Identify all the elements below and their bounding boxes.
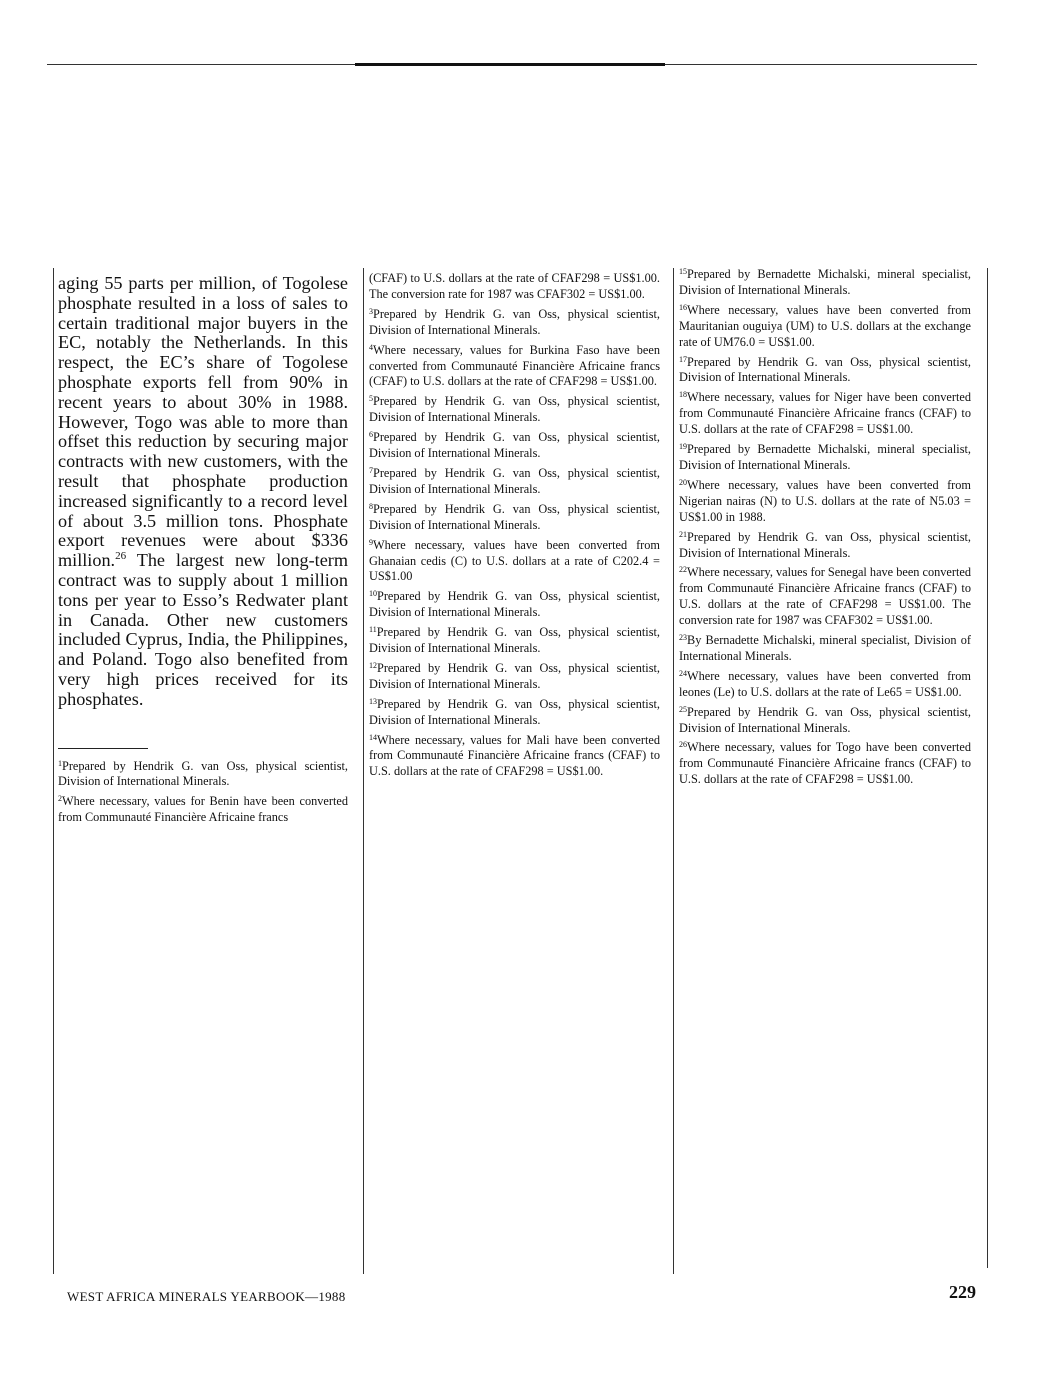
- footnote-number: 6: [369, 430, 373, 440]
- footnote: [369, 661, 660, 693]
- footnote: [679, 565, 971, 629]
- body-text-part-2: The largest new long-term contract was to supply about 1 million tons per year to Esso’s Redwater plant in Canada. Other new customers included Cyprus, India, the Philippines, and Poland. Togo also benefited from very high prices received for its phosphates.: [58, 550, 348, 709]
- footnote-text: Prepared by Hendrik G. van Oss, physical scientist, Division of International Minerals.: [369, 660, 660, 691]
- footnote-number: 15: [679, 267, 687, 276]
- footnote-number: 22: [679, 565, 687, 575]
- footnote-number: 23: [679, 633, 687, 643]
- footnote-text: Prepared by Hendrik G. van Oss, physical scientist, Division of International Minerals.: [58, 758, 348, 789]
- column-1: [58, 274, 348, 830]
- footnotes-column-2: [369, 307, 660, 780]
- footnote-separator: [58, 748, 148, 749]
- footnote-text: Prepared by Hendrik G. van Oss, physical scientist, Division of International Minerals.: [679, 529, 971, 560]
- footnote-number: 14: [369, 732, 377, 742]
- header-rule-thick: [355, 63, 665, 66]
- footnote-text: Where necessary, values have been converted from Mauritanian ouguiya (UM) to U.S. dollars at the exchange rate of UM76.0 = US$1.00.: [679, 302, 971, 349]
- footnote: [679, 303, 971, 351]
- footnote-number: 21: [679, 529, 687, 539]
- column-divider: [53, 268, 54, 1274]
- footnote: [679, 530, 971, 562]
- footnote: [679, 705, 971, 737]
- footnote: [369, 343, 660, 391]
- footnote-text: Prepared by Hendrik G. van Oss, physical scientist, Division of International Minerals.: [369, 430, 660, 461]
- footnote-text: Where necessary, values for Senegal have been converted from Communauté Financière Africaine francs (CFAF) to U.S. dollars at the rate of CFAF298 = US$1.00. The conversion rate for 1987 was CFAF302 = US$1.00.: [679, 565, 971, 628]
- body-paragraph: [58, 274, 348, 710]
- footnote-number: 24: [679, 668, 687, 678]
- footnote-number: 19: [679, 442, 687, 452]
- footnote: [369, 430, 660, 462]
- footnote: [369, 307, 660, 339]
- footnote-number: 17: [679, 354, 687, 364]
- footnote-text: Prepared by Hendrik G. van Oss, physical scientist, Division of International Minerals.: [369, 625, 660, 656]
- footnote: [369, 394, 660, 426]
- footnote-text: Prepared by Hendrik G. van Oss, physical scientist, Division of International Minerals.: [369, 696, 660, 727]
- footnote-number: 7: [369, 465, 373, 475]
- footnote-text: Prepared by Hendrik G. van Oss, physical scientist, Division of International Minerals.: [369, 465, 660, 496]
- footnote: [679, 633, 971, 665]
- footnote: [369, 697, 660, 729]
- footnote: [369, 538, 660, 586]
- footnote-number: 13: [369, 696, 377, 706]
- footnote: [679, 442, 971, 474]
- footnote-number: 4: [369, 342, 373, 352]
- page-number: 229: [949, 1282, 976, 1302]
- footnote-text: Where necessary, values for Niger have been converted from Communauté Financière Africaine francs (CFAF) to U.S. dollars at the rate of CFAF298 = US$1.00.: [679, 390, 971, 437]
- footnote-text: Prepared by Hendrik G. van Oss, physical scientist, Division of International Minerals.: [369, 306, 660, 337]
- footnote-number: 10: [369, 589, 377, 599]
- footnote-text: Where necessary, values for Burkina Faso have been converted from Communauté Financière Africaine francs (CFAF) to U.S. dollars at the rate of CFAF298 = US$1.00.: [369, 342, 660, 389]
- footnote-number: 5: [369, 394, 373, 404]
- column-divider: [363, 268, 364, 1274]
- footnotes-column-3: [679, 267, 971, 788]
- footnote-text: By Bernadette Michalski, mineral specialist, Division of International Minerals.: [679, 633, 971, 663]
- footnote-text: Prepared by Hendrik G. van Oss, physical scientist, Division of International Minerals.: [679, 704, 971, 735]
- column-divider: [673, 268, 674, 1274]
- footnote-number: 26: [679, 740, 687, 750]
- footnote-number: 8: [369, 501, 373, 511]
- footnote-number: 11: [369, 625, 377, 635]
- footnote-text: Prepared by Hendrik G. van Oss, physical scientist, Division of International Minerals.: [369, 394, 660, 425]
- footnote-number: 12: [369, 660, 377, 670]
- column-divider: [987, 268, 988, 1268]
- footnotes-column-1: [58, 759, 348, 827]
- footnote: [58, 759, 348, 791]
- footnote-number: 3: [369, 306, 373, 316]
- footnote: [369, 466, 660, 498]
- running-footer: WEST AFRICA MINERALS YEARBOOK—1988: [67, 1289, 346, 1304]
- footnote-continuation: (CFAF) to U.S. dollars at the rate of CFAF298 = US$1.00. The conversion rate for 1987 was CFAF302 = US$1.00.: [369, 271, 660, 301]
- footnote-text: Where necessary, values for Mali have been converted from Communauté Financière Africaine francs (CFAF) to U.S. dollars at the rate of CFAF298 = US$1.00.: [369, 732, 660, 779]
- footnote-number: 1: [58, 758, 62, 768]
- footnote: [369, 502, 660, 534]
- footnote-text: Where necessary, values have been converted from Ghanaian cedis (C) to U.S. dollars at a rate of C202.4 = US$1.00: [369, 537, 660, 584]
- footnote: [679, 478, 971, 526]
- footnote: [58, 794, 348, 826]
- footnote: [679, 355, 971, 387]
- footnote-text: Prepared by Hendrik G. van Oss, physical scientist, Division of International Minerals.: [369, 589, 660, 620]
- footnote: [679, 669, 971, 701]
- footnote-text: Where necessary, values have been converted from leones (Le) to U.S. dollars at the rate of Le65 = US$1.00.: [679, 668, 971, 699]
- footnote: [679, 740, 971, 788]
- column-2: [369, 271, 660, 784]
- footnote: [369, 589, 660, 621]
- footnote-text: Where necessary, values for Togo have been converted from Communauté Financière Africaine francs (CFAF) to U.S. dollars at the rate of CFAF298 = US$1.00.: [679, 740, 971, 787]
- footnote: [369, 733, 660, 781]
- footnote-text: Prepared by Bernadette Michalski, mineral specialist, Division of International Minerals.: [679, 267, 971, 297]
- footnote-number: 2: [58, 794, 62, 804]
- footnote-reference: 26: [115, 550, 127, 563]
- footnote: [679, 390, 971, 438]
- footnote-number: 25: [679, 704, 687, 714]
- footnote: [369, 625, 660, 657]
- footnote-number: 16: [679, 302, 687, 312]
- footnote-text: Prepared by Hendrik G. van Oss, physical scientist, Division of International Minerals.: [679, 354, 971, 385]
- footnote-text: Prepared by Bernadette Michalski, mineral specialist, Division of International Minerals.: [679, 442, 971, 472]
- footnote-number: 20: [679, 477, 687, 487]
- footnote-text: Prepared by Hendrik G. van Oss, physical scientist, Division of International Minerals.: [369, 501, 660, 532]
- body-text-part-1: aging 55 parts per million, of Togolese phosphate resulted in a loss of sales to certain traditional major buyers in the EC, notably the Netherlands. In this respect, the EC’s share of Togolese phosphate exports fell from 90% in recent years to about 30% in 1988. However, Togo was able to more than offset this reduction by securing major contracts with new customers, with the result that phosphate production increased significantly to a record level of about 3.5 million tons. Phosphate export revenues were about $336 million.: [58, 273, 348, 571]
- footnote: [679, 267, 971, 299]
- footnote-text: Where necessary, values for Benin have been converted from Communauté Financière Africaine francs: [58, 794, 348, 825]
- footnote-number: 18: [679, 390, 687, 400]
- footnote-number: 9: [369, 537, 373, 547]
- column-3: [679, 267, 971, 792]
- footnote-text: Where necessary, values have been converted from Nigerian nairas (N) to U.S. dollars at the rate of N5.03 = US$1.00 in 1988.: [679, 477, 971, 524]
